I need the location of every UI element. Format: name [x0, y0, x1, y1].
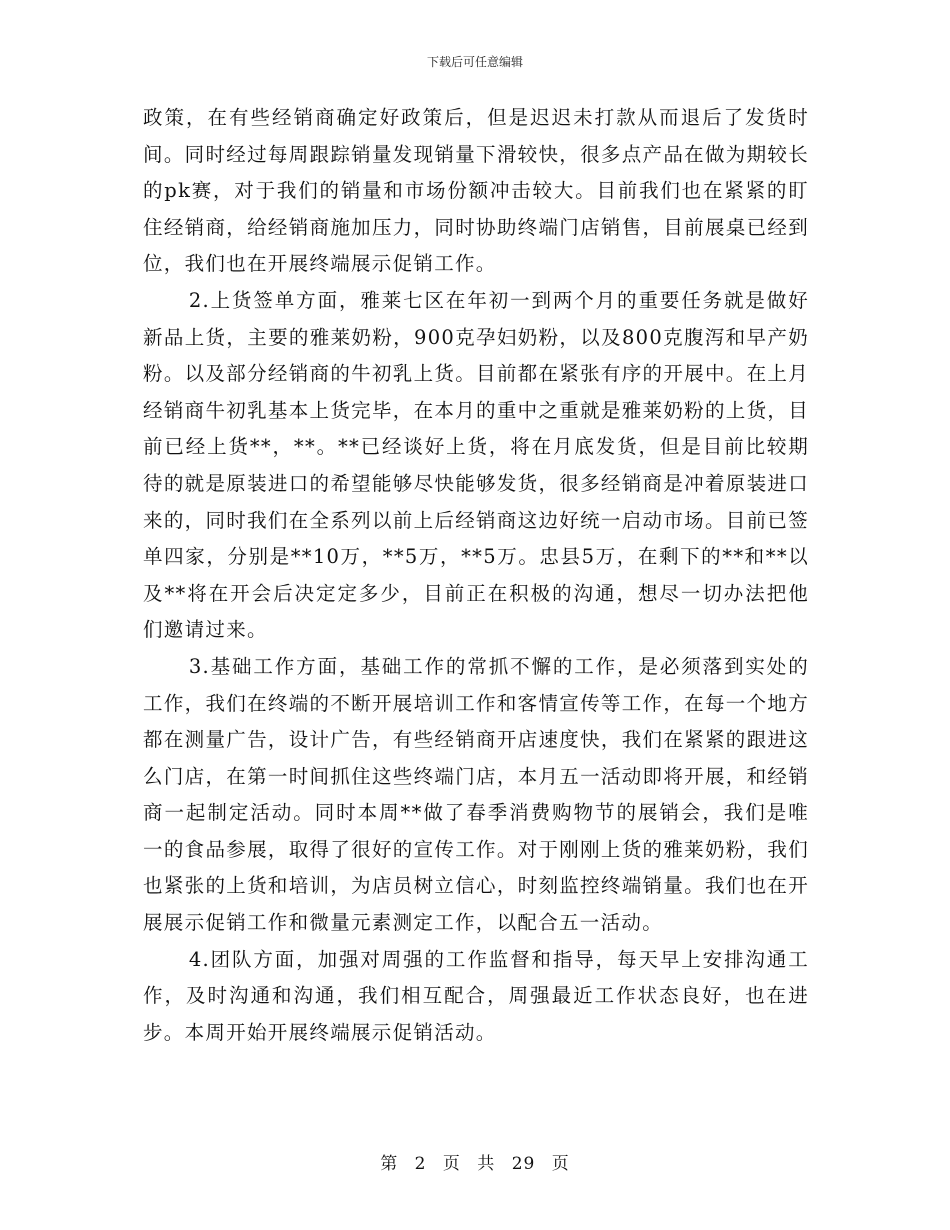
footer-di: 第 [380, 1154, 399, 1174]
paragraph-item-2: 2.上货签单方面，雅莱七区在年初一到两个月的重要任务就是做好新品上货，主要的雅莱奶粉，900克孕妇奶粉，以及800克腹泻和早产奶粉。以及部分经销商的牛初乳上货。目前都在紧张有序的开展中。在上月经销商牛初乳基本上货完毕，在本月的重中之重就是雅莱奶粉的上货，目前已经上货**，**。**已经谈好上货，将在月底发货，但是目前比较期待的就是原装进口的希望能够尽快能够发货，很多经销商是冲着原装进口来的，同时我们在全系列以前上后经销商这边好统一启动市场。目前已签单四家，分别是**10万，**5万，**5万。忠县5万，在剩下的**和**以及**将在开会后决定定多少，目前正在积极的沟通，想尽一切办法把他们邀请过来。 [143, 288, 809, 642]
document-body [143, 100, 809, 1051]
footer-total-pages: 29 [511, 1154, 536, 1174]
paragraph-item-3: 3.基础工作方面，基础工作的常抓不懈的工作，是必须落到实处的工作，我们在终端的不断开展培训工作和客情宣传等工作，在每一个地方都在测量广告，设计广告，有些经销商开店速度快，我们在紧紧的跟进这么门店，在第一时间抓住这些终端门店，本月五一活动即将开展，和经销商一起制定活动。同时本周**做了春季消费购物节的展销会，我们是唯一的食品参展，取得了很好的宣传工作。对于刚刚上货的雅莱奶粉，我们也紧张的上货和培训，为店员树立信心，时刻监控终端销量。我们也在开展展示促销工作和微量元素测定工作，以配合五一活动。 [143, 654, 809, 935]
footer-ye: 页 [442, 1154, 461, 1174]
paragraph-item-4: 4.团队方面，加强对周强的工作监督和指导，每天早上安排沟通工作，及时沟通和沟通，我们相互配合，周强最近工作状态良好，也在进步。本周开始开展终端展示促销活动。 [143, 947, 809, 1044]
footer-ye-end: 页 [551, 1154, 570, 1174]
page-number-footer [0, 1152, 950, 1176]
paragraph-continuation: 政策，在有些经销商确定好政策后，但是迟迟未打款从而退后了发货时间。同时经过每周跟踪销量发现销量下滑较快，很多点产品在做为期较长的pk赛，对于我们的销量和市场份额冲击较大。目前我们也在紧紧的盯住经销商，给经销商施加压力，同时协助终端门店销售，目前展桌已经到位，我们也在开展终端展示促销工作。 [143, 106, 809, 276]
footer-current-page: 2 [414, 1154, 427, 1174]
page-header-note: 下载后可任意编辑 [426, 55, 523, 69]
footer-gong: 共 [477, 1154, 496, 1174]
